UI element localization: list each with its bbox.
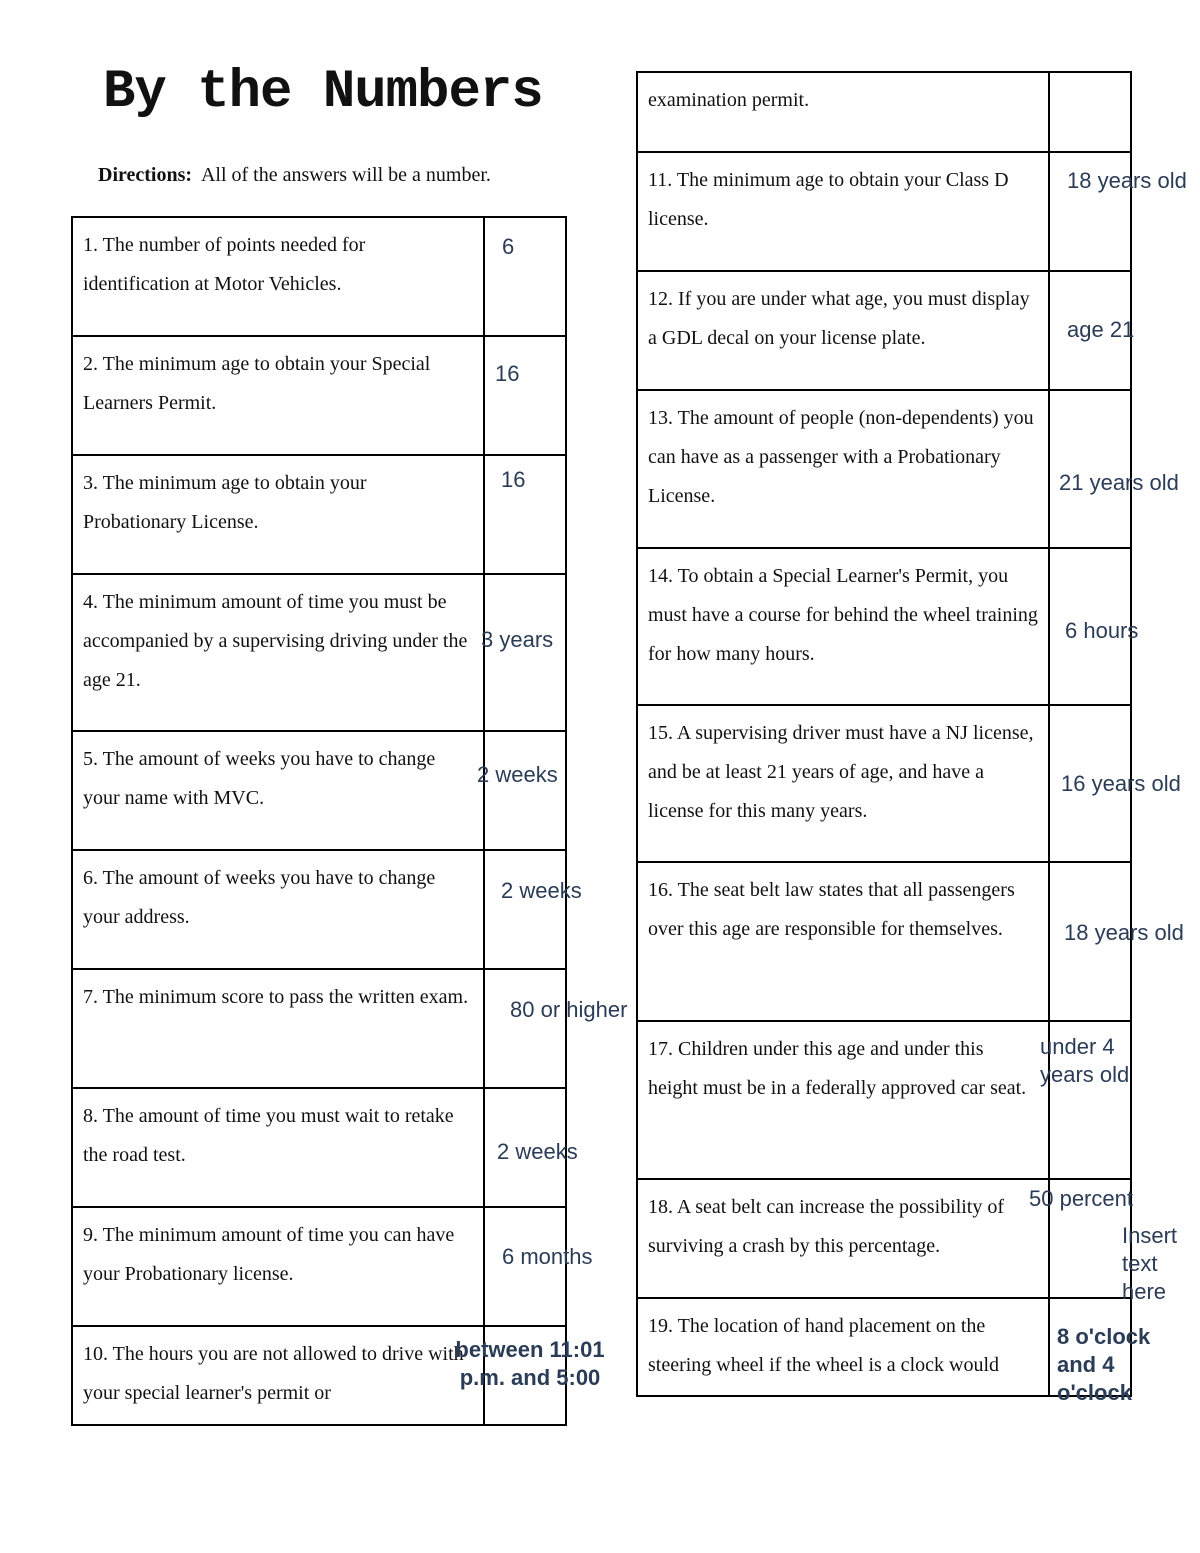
answer-text[interactable]: between 11:01 p.m. and 5:00 bbox=[455, 1337, 605, 1390]
answer-text[interactable]: age 21 bbox=[1067, 317, 1135, 342]
directions-text: All of the answers will be a number. bbox=[200, 164, 491, 186]
question-cell: 18. A seat belt can increase the possibility of surviving a crash by this percentage. bbox=[636, 1178, 1050, 1299]
placeholder-text-box[interactable]: Insert text here bbox=[1122, 1223, 1178, 1304]
question-cell: 16. The seat belt law states that all passengers over this age are responsible for themselves. bbox=[636, 861, 1050, 1022]
answer-text[interactable]: 6 months bbox=[502, 1244, 593, 1269]
answer-text[interactable]: 50 percent bbox=[1029, 1186, 1133, 1211]
question-cell: 19. The location of hand placement on the steering wheel if the wheel is a clock would bbox=[636, 1297, 1050, 1397]
question-cell: 17. Children under this age and under this height must be in a federally approved car seat. bbox=[636, 1020, 1050, 1180]
answer-text[interactable]: 16 bbox=[495, 361, 520, 386]
answer-cell[interactable] bbox=[485, 216, 567, 337]
answer-text[interactable]: 2 weeks bbox=[497, 1139, 578, 1164]
question-cell: examination permit. bbox=[636, 71, 1050, 153]
answer-text[interactable]: 2 weeks bbox=[501, 878, 582, 903]
answer-text[interactable]: 21 years old bbox=[1059, 470, 1179, 495]
directions bbox=[98, 160, 491, 190]
answer-text[interactable]: 16 bbox=[501, 467, 526, 492]
question-cell: 10. The hours you are not allowed to drive with your special learner's permit or bbox=[71, 1325, 485, 1426]
directions-label: Directions: bbox=[98, 164, 193, 186]
answer-text[interactable]: 18 years old bbox=[1064, 920, 1184, 945]
question-cell: 9. The minimum amount of time you can have your Probationary license. bbox=[71, 1206, 485, 1327]
question-cell: 6. The amount of weeks you have to change your address. bbox=[71, 849, 485, 970]
answer-text[interactable]: 16 years old bbox=[1061, 771, 1181, 796]
answer-text[interactable]: 18 years old bbox=[1067, 168, 1187, 193]
question-cell: 11. The minimum age to obtain your Class D license. bbox=[636, 151, 1050, 272]
question-cell: 15. A supervising driver must have a NJ license, and be at least 21 years of age, and have a license for this many years. bbox=[636, 704, 1050, 863]
answer-text[interactable]: 8 o'clock and 4 o'clock bbox=[1057, 1324, 1151, 1405]
question-cell: 2. The minimum age to obtain your Special Learners Permit. bbox=[71, 335, 485, 456]
answer-text[interactable]: 3 years bbox=[481, 627, 554, 652]
answer-text[interactable]: 80 or higher bbox=[510, 997, 628, 1022]
question-cell: 1. The number of points needed for identification at Motor Vehicles. bbox=[71, 216, 485, 337]
question-cell: 8. The amount of time you must wait to retake the road test. bbox=[71, 1087, 485, 1208]
answer-cell[interactable] bbox=[485, 730, 567, 851]
answer-cell[interactable] bbox=[485, 454, 567, 575]
question-cell: 14. To obtain a Special Learner's Permit, you must have a course for behind the wheel training for how many hours. bbox=[636, 547, 1050, 706]
question-cell: 13. The amount of people (non-dependents) you can have as a passenger with a Probationary License. bbox=[636, 389, 1050, 549]
answer-text[interactable]: 2 weeks bbox=[477, 762, 558, 787]
question-cell: 7. The minimum score to pass the written exam. bbox=[71, 968, 485, 1089]
question-cell: 3. The minimum age to obtain your Probationary License. bbox=[71, 454, 485, 575]
answer-text[interactable]: 6 bbox=[502, 234, 515, 259]
answer-cell[interactable] bbox=[1050, 71, 1132, 153]
answer-text[interactable]: 6 hours bbox=[1065, 618, 1139, 643]
answer-cell[interactable] bbox=[485, 849, 567, 970]
question-cell: 4. The minimum amount of time you must be accompanied by a supervising driving under the age 21. bbox=[71, 573, 485, 732]
answer-text[interactable]: under 4 years old bbox=[1040, 1034, 1130, 1087]
question-cell: 5. The amount of weeks you have to change your name with MVC. bbox=[71, 730, 485, 851]
answer-cell[interactable] bbox=[485, 335, 567, 456]
answer-cell[interactable] bbox=[485, 968, 567, 1089]
page-title: By the Numbers bbox=[103, 62, 543, 123]
question-cell: 12. If you are under what age, you must display a GDL decal on your license plate. bbox=[636, 270, 1050, 391]
